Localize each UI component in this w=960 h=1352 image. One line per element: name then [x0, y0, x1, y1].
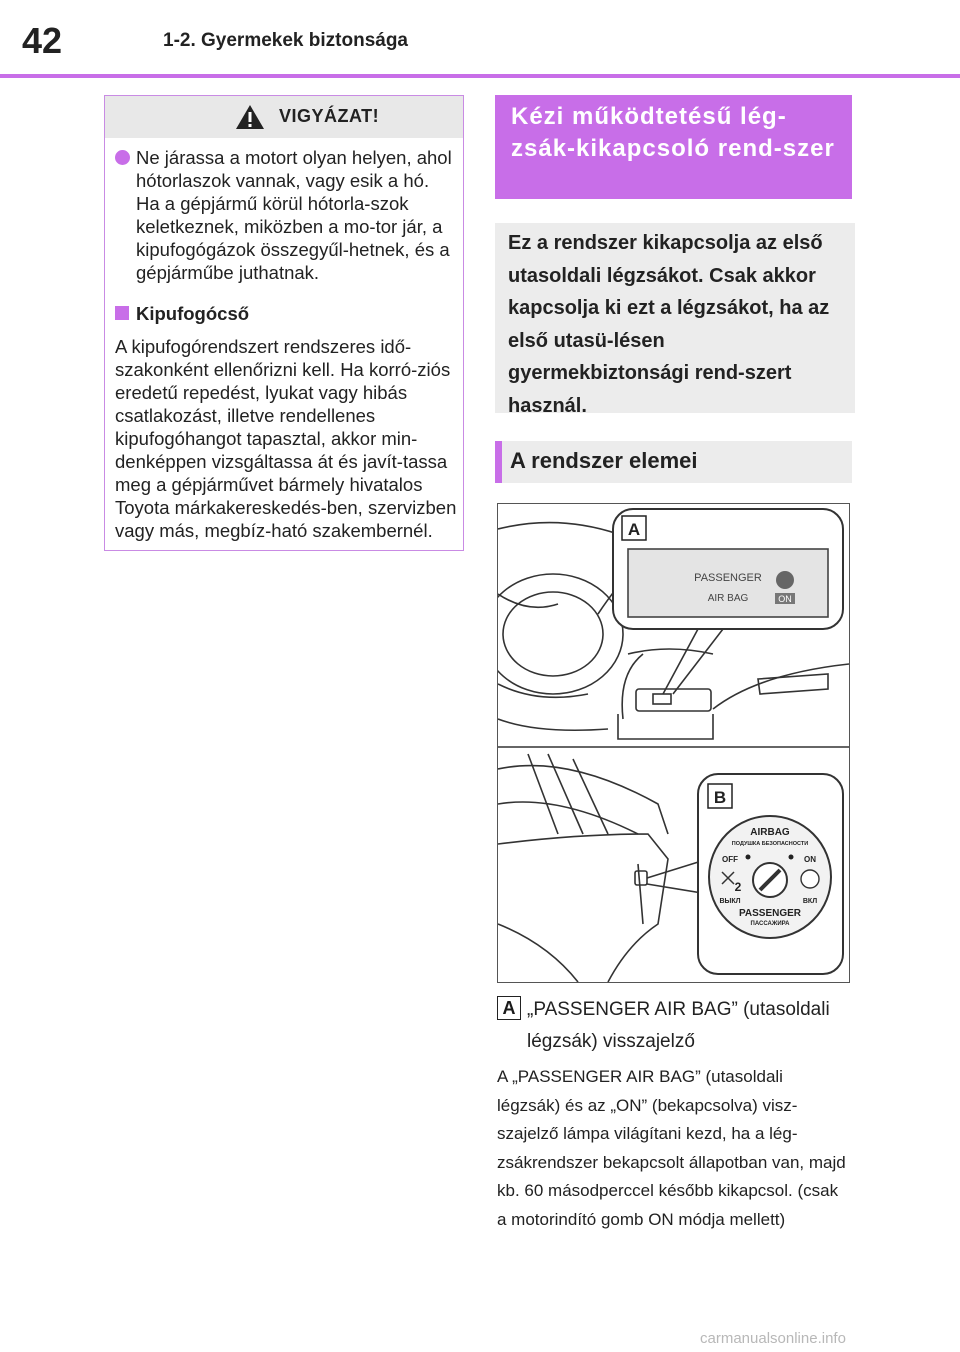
caption-label: A [497, 996, 521, 1020]
switch-bottom: PASSENGER [738, 908, 802, 919]
system-illustration [497, 503, 850, 983]
indicator-line2: AIR BAG [707, 593, 749, 604]
warning-box [104, 95, 464, 551]
chapter-title: 1-2. Gyermekek biztonsága [163, 30, 408, 51]
warning-body [115, 146, 457, 542]
switch-bottom-ru: ПАССАЖИРА [750, 921, 790, 927]
switch-on: ON [804, 855, 816, 864]
indicator-line1: PASSENGER [694, 572, 762, 584]
switch-num: 2 [734, 880, 742, 894]
switch-off-ru: ВЫКЛ [719, 898, 741, 905]
warning-title: VIGYÁZAT! [279, 106, 380, 126]
section-title-box [495, 95, 852, 199]
switch-on-ru: ВКЛ [802, 898, 818, 905]
warning-bullet-text: Ne járassa a motort olyan helyen, ahol hótorlaszok vannak, vagy esik a hó. Ha a gépjármű körül hótorla-szok keletkeznek, miközben a mo-tor jár, a kipufogógázok összegyűl-hetnek, és a gépjárműbe juthatnak. [136, 147, 452, 283]
page-number: 42 [22, 20, 63, 61]
caption-text: „PASSENGER AIR BAG” (utasoldali légzsák) visszajelző [527, 999, 830, 1052]
intro-box [495, 223, 855, 417]
watermark: carmanualsonline.info [700, 1330, 846, 1347]
warning-triangle-icon [235, 104, 265, 130]
bullet-dot-icon [115, 150, 130, 165]
intro-text: Ez a rendszer kikapcsolja az első utasoldali légzsákot. Csak akkor kapcsolja ki ezt a légzsákot, ha az első utasü-lésen gyermekbiztonsági rend-szert használ. [508, 232, 830, 417]
indicator-on: ON [778, 594, 792, 604]
warning-subheading [115, 302, 457, 325]
warning-subheading-text: Kipufogócső [136, 303, 250, 324]
warning-paragraph: A kipufogórendszert rendszeres idő-szakonként ellenőrizni kell. Ha korró-ziós eredetű repedést, lyukat vagy hibás csatlakozást, illetve rendellenes kipufogóhangot tapasztal, akkor min-denképpen vizsgáltassa át és javít-tassa meg a gépjárművet bármely hivatalos Toyota márkakereskedés-ben, szervizben vagy más, megbíz-ható szakembernél. [115, 336, 457, 541]
label-a: A [627, 520, 641, 539]
subsection-title: A rendszer elemei [510, 448, 698, 473]
warning-header [105, 96, 463, 138]
switch-off: OFF [722, 855, 738, 864]
page-header [0, 0, 960, 80]
square-bullet-icon [115, 306, 129, 320]
header-rule [0, 74, 960, 78]
subsection-accent-bar [495, 441, 502, 483]
label-b: B [713, 788, 727, 807]
description-text: A „PASSENGER AIR BAG” (utasoldali légzsák) és az „ON” (bekapcsolva) visz-szajelző lámpa világítani kezd, ha a lég-zsákrendszer bekapcsolt állapotban van, majd kb. 60 másodperccel később kikapcsol. (csak a motorindító gomb ON módja mellett) [497, 1067, 846, 1229]
airbag-indicator-icon [776, 571, 794, 589]
warning-bullet [115, 146, 457, 284]
illustration-drawing [498, 504, 849, 982]
switch-top-ru: ПОДУШКА БЕЗОПАСНОСТИ [731, 841, 809, 847]
subsection-header [495, 441, 852, 483]
section-title: Kézi működtetésű lég-zsák-kikapcsoló rend-szer [511, 103, 835, 162]
airbag-on-icon [801, 870, 819, 888]
switch-top: AIRBAG [750, 827, 790, 838]
